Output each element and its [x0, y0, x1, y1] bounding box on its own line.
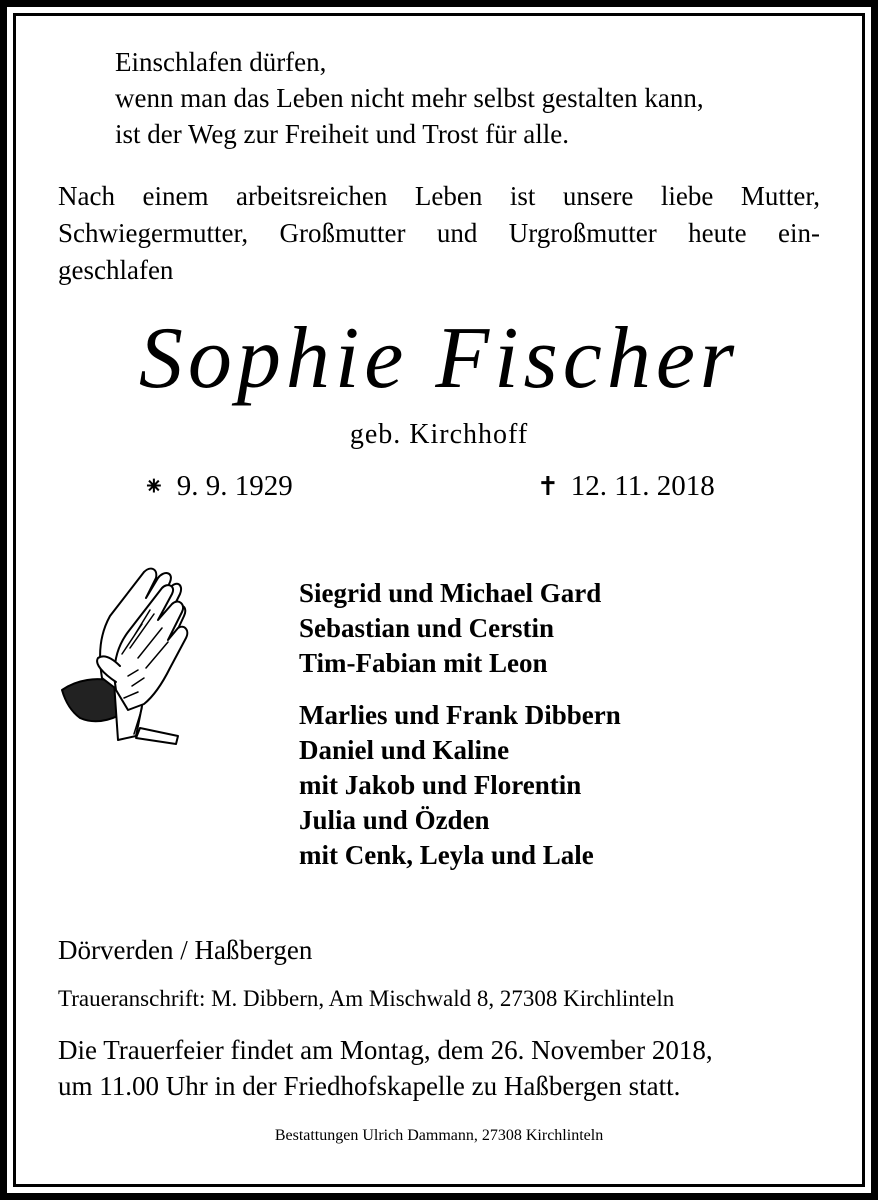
birth-date: 9. 9. 1929 — [176, 470, 293, 502]
mourner-line: Marlies und Frank Dibbern — [299, 700, 621, 730]
mourner-line: Siegrid und Michael Gard — [299, 578, 602, 608]
poem-line: ist der Weg zur Freiheit und Trost für alle. — [115, 119, 570, 149]
intro-line: Nach einem arbeitsreichen Leben ist unsere liebe Mutter, — [58, 181, 820, 211]
mourner-line: Sebastian und Cerstin — [299, 613, 555, 643]
mourner-line: Julia und Özden — [299, 805, 490, 835]
praying-hands-icon — [58, 558, 198, 748]
mourner-line: Tim-Fabian mit Leon — [299, 648, 548, 678]
mourner-line: mit Jakob und Florentin — [299, 770, 582, 800]
mourners-group-2 — [299, 698, 621, 873]
mourning-address: Traueranschrift: M. Dibbern, Am Mischwald 8, 27308 Kirchlinteln — [58, 986, 675, 1011]
mourner-line: mit Cenk, Leyla und Lale — [299, 840, 594, 870]
place: Dörverden / Haßbergen — [58, 935, 313, 965]
intro-text — [58, 178, 820, 289]
poem-line: Einschlafen dürfen, — [115, 47, 327, 77]
birth-star-icon: ⁕ — [143, 472, 165, 501]
poem-line: wenn man das Leben nicht mehr selbst gestalten kann, — [115, 83, 704, 113]
ceremony-info — [58, 1032, 713, 1104]
death-cross-icon: ✝ — [537, 472, 559, 501]
death-date: 12. 11. 2018 — [570, 470, 715, 502]
mourners-group-1 — [299, 576, 601, 681]
birth-date-line — [143, 470, 293, 503]
undertaker: Bestattungen Ulrich Dammann, 27308 Kirchlinteln — [274, 1127, 604, 1144]
death-date-line — [537, 470, 715, 503]
ceremony-line: Die Trauerfeier findet am Montag, dem 26. November 2018, — [58, 1035, 713, 1065]
poem — [115, 44, 704, 152]
mourner-line: Daniel und Kaline — [299, 735, 510, 765]
maiden-name: geb. Kirchhoff — [349, 419, 529, 450]
ceremony-line: um 11.00 Uhr in der Friedhofskapelle zu Haßbergen statt. — [58, 1071, 681, 1101]
intro-line: geschlafen — [58, 255, 174, 285]
deceased-name: Sophie Fischer — [138, 310, 740, 407]
intro-line: Schwiegermutter, Großmutter und Urgroßmutter heute ein- — [58, 218, 820, 248]
